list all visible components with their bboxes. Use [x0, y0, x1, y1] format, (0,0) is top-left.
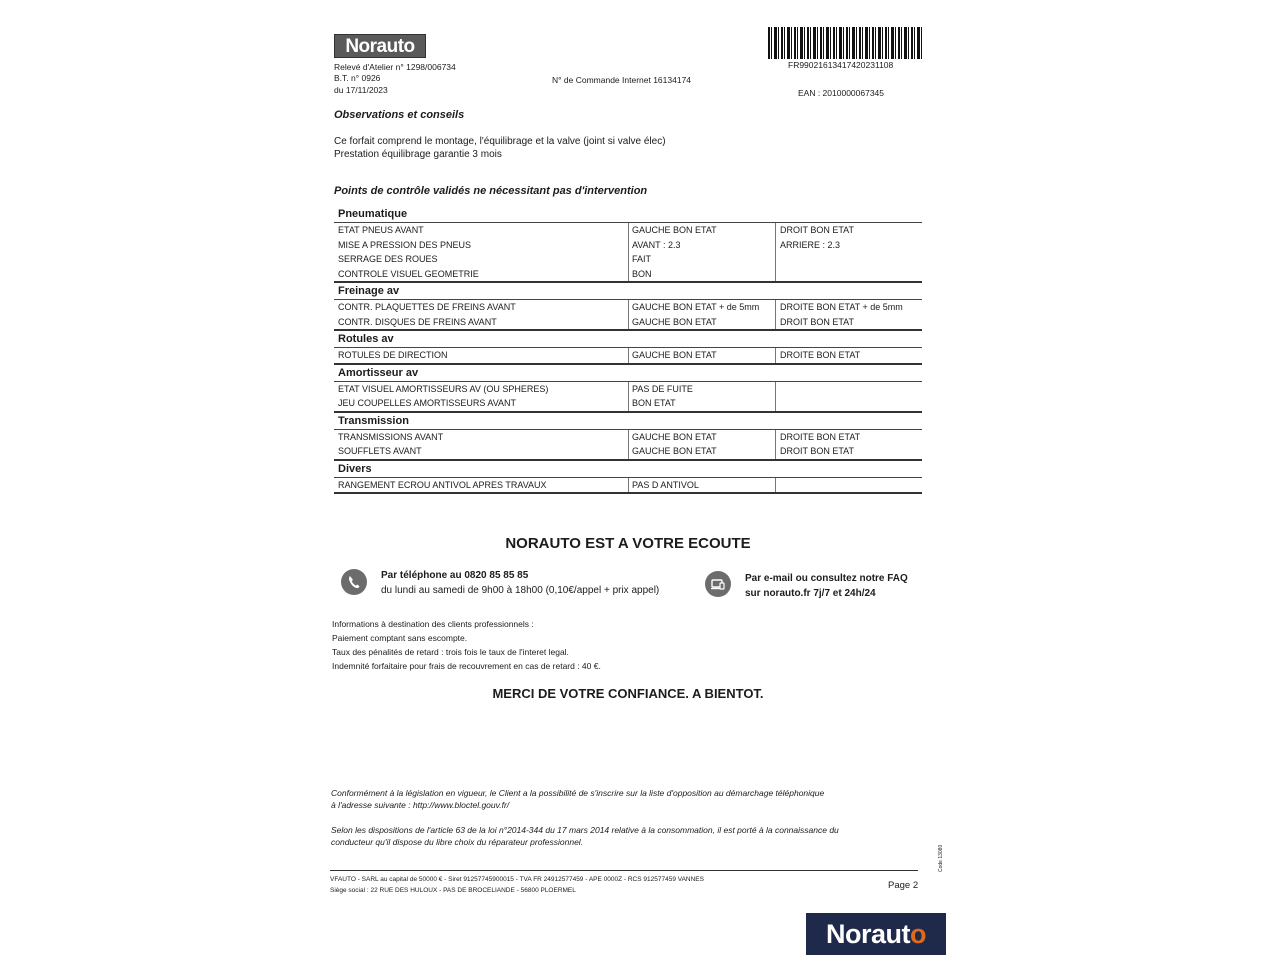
- result-right: [775, 478, 922, 493]
- footer-address: Siège social : 22 RUE DES HULOUX - PAS DE BROCELIANDE - 56800 PLOERMEL: [330, 887, 576, 894]
- legal-p1-line-1: Conformément à la législation en vigueur, le Client a la possibilité de s'inscrire sur la liste d'opposition au démarchage téléphonique: [331, 788, 825, 798]
- phone-icon: [341, 569, 367, 595]
- section-rows: [334, 429, 922, 461]
- section-title: Rotules av: [338, 333, 394, 345]
- code-label: Code 13080: [938, 844, 944, 872]
- check-item: JEU COUPELLES AMORTISSEURS AVANT: [338, 398, 517, 408]
- legal-p2-line-2: conducteur qu'il dispose du libre choix du réparateur professionnel.: [331, 837, 584, 847]
- table-row: [334, 252, 922, 267]
- result-left: GAUCHE BON ETAT + de 5mm: [628, 300, 775, 315]
- check-item: ROTULES DE DIRECTION: [338, 350, 448, 360]
- check-item: SERRAGE DES ROUES: [338, 254, 438, 264]
- phone-icon-glyph: [341, 569, 367, 595]
- section-title: Amortisseur av: [338, 366, 419, 379]
- logo-bottom-text: Norauto: [826, 919, 926, 949]
- table-row: [334, 267, 922, 282]
- device-icon: [705, 571, 731, 597]
- barcode-number: FR99021613417420231108: [788, 60, 894, 70]
- result-left: PAS D ANTIVOL: [628, 478, 775, 493]
- result-right: [775, 252, 922, 267]
- table-row: [334, 382, 922, 397]
- merci-message: MERCI DE VOTRE CONFIANCE. A BIENTOT.: [492, 686, 764, 701]
- check-item: CONTR. PLAQUETTES DE FREINS AVANT: [338, 302, 516, 312]
- document-date: du 17/11/2023: [334, 85, 388, 95]
- section-rows: [334, 477, 922, 495]
- phone-line-2: du lundi au samedi de 9h00 à 18h00 (0,10€/appel + prix appel): [381, 585, 660, 596]
- check-item: ETAT VISUEL AMORTISSEURS AV (OU SPHERES): [338, 383, 549, 394]
- pro-info-line-3: Taux des pénalités de retard : trois fois le taux de l'interet legal.: [332, 647, 569, 657]
- result-left: FAIT: [628, 252, 775, 267]
- table-row: [334, 430, 922, 445]
- norauto-logo-top: [334, 34, 426, 58]
- email-line-1: Par e-mail ou consultez notre FAQ: [745, 573, 908, 584]
- controle-title: Points de contrôle validés ne nécessitant pas d'intervention: [334, 185, 648, 197]
- check-item: RANGEMENT ECROU ANTIVOL APRES TRAVAUX: [338, 479, 547, 490]
- order-number: N° de Commande Internet 16134174: [552, 75, 692, 85]
- check-item: SOUFFLETS AVANT: [338, 446, 422, 456]
- releve-number: Relevé d'Atelier n° 1298/006734: [334, 62, 456, 72]
- result-left: GAUCHE BON ETAT: [628, 348, 775, 363]
- email-line-2: sur norauto.fr 7j/7 et 24h/24: [745, 588, 876, 599]
- ecoute-title: NORAUTO EST A VOTRE ECOUTE: [505, 535, 751, 552]
- result-right: [775, 382, 922, 397]
- table-row: [334, 444, 922, 459]
- barcode: [768, 27, 922, 59]
- pro-info-line-1: Informations à destination des clients professionnels :: [332, 619, 534, 629]
- result-left: BON: [628, 267, 775, 282]
- section-rows: [334, 222, 922, 283]
- observations-line-2: Prestation équilibrage garantie 3 mois: [334, 149, 502, 160]
- check-item: CONTROLE VISUEL GEOMETRIE: [338, 268, 479, 279]
- check-item: ETAT PNEUS AVANT: [338, 225, 424, 235]
- pro-info-line-4: Indemnité forfaitaire pour frais de recouvrement en cas de retard : 40 €.: [332, 661, 601, 671]
- logo-text: Norauto: [345, 36, 415, 57]
- table-row: [334, 238, 922, 253]
- result-left: BON ETAT: [628, 396, 775, 411]
- table-row: [334, 223, 922, 238]
- page-number: Page 2: [888, 880, 919, 891]
- table-row: [334, 348, 922, 363]
- result-left: GAUCHE BON ETAT: [628, 444, 775, 459]
- legal-p2-line-1: Selon les dispositions de l'article 63 de la loi n°2014-344 du 17 mars 2014 relative à la consommation, il est porté à la connaissance du: [331, 825, 839, 835]
- table-row: [334, 396, 922, 411]
- section-title: Freinage av: [338, 285, 400, 297]
- table-row: [334, 315, 922, 330]
- result-right: DROIT BON ETAT: [775, 444, 922, 459]
- pro-info-line-2: Paiement comptant sans escompte.: [332, 633, 468, 643]
- result-right: DROITE BON ETAT + de 5mm: [775, 300, 922, 315]
- result-left: GAUCHE BON ETAT: [628, 223, 775, 238]
- section-title: Divers: [338, 462, 372, 475]
- result-right: [775, 267, 922, 282]
- device-icon-glyph: [705, 571, 731, 597]
- result-left: AVANT : 2.3: [628, 238, 775, 253]
- result-right: DROIT BON ETAT: [775, 315, 922, 330]
- norauto-logo-bottom: [806, 913, 946, 955]
- result-right: [775, 396, 922, 411]
- ean-code: EAN : 2010000067345: [798, 88, 885, 98]
- result-right: ARRIERE : 2.3: [775, 238, 922, 253]
- check-item: TRANSMISSIONS AVANT: [338, 431, 444, 442]
- section-title: Pneumatique: [338, 208, 408, 220]
- observations-title: Observations et conseils: [334, 109, 465, 121]
- section-title: Transmission: [338, 414, 409, 427]
- legal-p1-line-2: à l'adresse suivante : http://www.bloctel.gouv.fr/: [331, 800, 510, 810]
- result-left: GAUCHE BON ETAT: [628, 315, 775, 330]
- section-rows: [334, 381, 922, 413]
- result-right: DROIT BON ETAT: [775, 223, 922, 238]
- result-right: DROITE BON ETAT: [775, 430, 922, 445]
- bt-number: B.T. n° 0926: [334, 73, 381, 83]
- observations-line-1: Ce forfait comprend le montage, l'équilibrage et la valve (joint si valve élec): [334, 136, 666, 147]
- result-left: PAS DE FUITE: [628, 382, 775, 397]
- footer-company: VFAUTO - SARL au capital de 50000 € - Siret 91257745900015 - TVA FR 24912577459 - APE 0000Z - RCS 912577459 VANNES: [330, 876, 704, 883]
- phone-line-1: Par téléphone au 0820 85 85 85: [381, 570, 529, 581]
- section-rows: [334, 299, 922, 331]
- footer-divider: [330, 870, 918, 871]
- check-item: CONTR. DISQUES DE FREINS AVANT: [338, 316, 497, 327]
- check-item: MISE A PRESSION DES PNEUS: [338, 239, 472, 250]
- control-table: [334, 206, 922, 494]
- table-row: [334, 300, 922, 315]
- result-right: DROITE BON ETAT: [775, 348, 922, 363]
- result-left: GAUCHE BON ETAT: [628, 430, 775, 445]
- section-rows: [334, 347, 922, 365]
- table-row: [334, 478, 922, 493]
